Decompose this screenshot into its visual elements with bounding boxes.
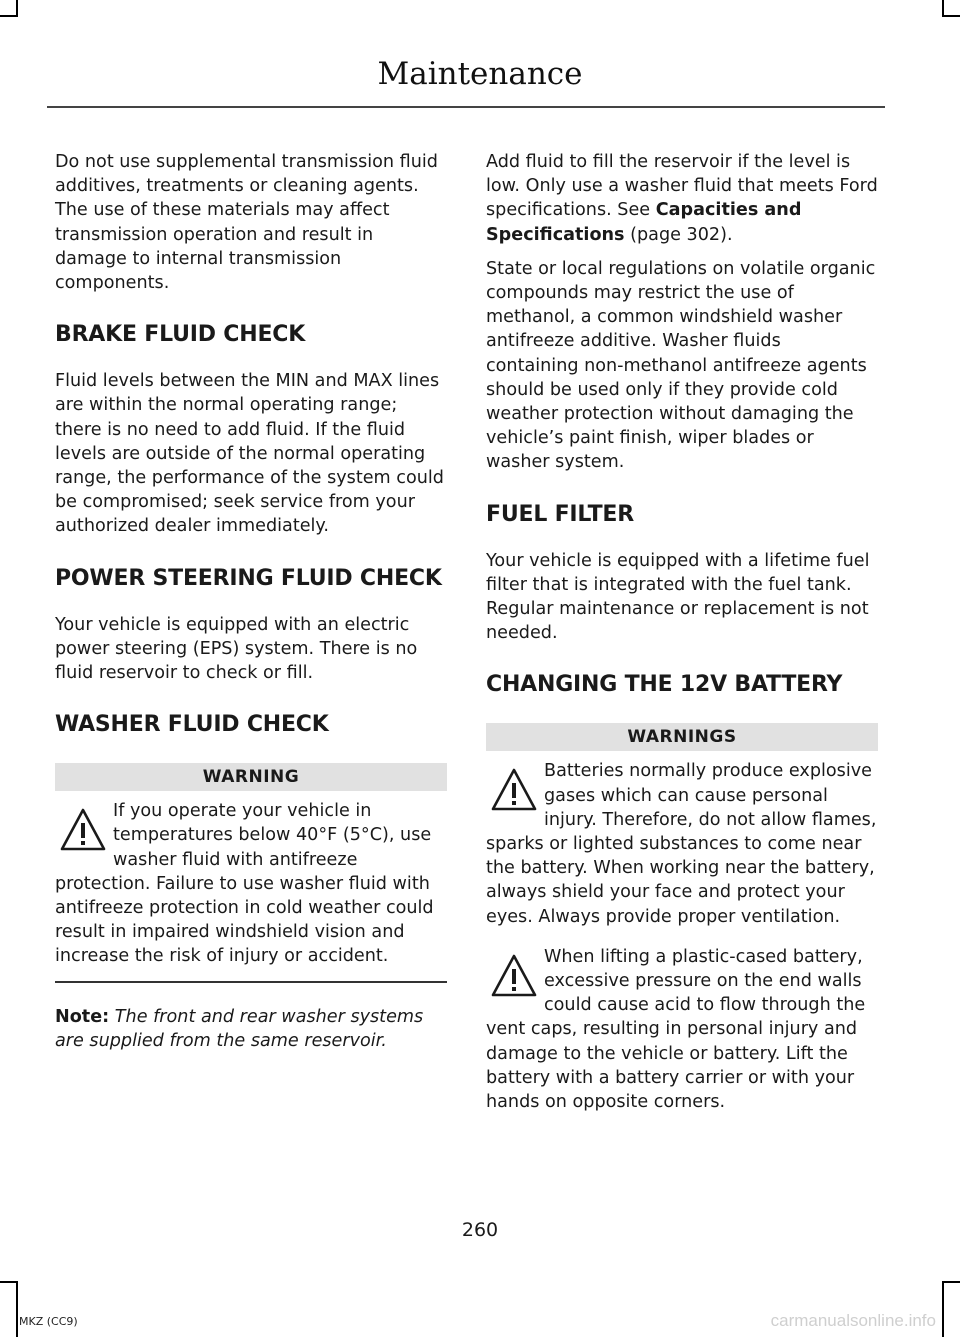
power-steering-paragraph: Your vehicle is equipped with an electric power steering (EPS) system. There is no fluid reservoir to check or fill. [55,614,418,684]
washer-warning-text: If you operate your vehicle in temperatures below 40°F (5°C), use washer fluid with antifreeze protection. Failure to use washer fluid with antifreeze protection in cold weather could result in impaired windshield vision and increase the risk of injury or accident. [55,801,434,967]
vehicle-model: MKZ (CC9) [19,1315,78,1328]
crop-mark [942,0,944,17]
add-fluid-text: Add fluid to fill the reservoir if the level is low. Only use a washer fluid that meets Ford specifications. See [486,152,878,221]
crop-mark [16,0,18,17]
left-column [55,150,447,1053]
add-fluid-paragraph [486,150,878,247]
right-column [486,150,878,1124]
battery-warning-1 [486,759,878,928]
transmission-intro-paragraph: Do not use supplemental transmission fluid additives, treatments or cleaning agents. The use of these materials may affect transmission operation and result in damage to internal transmission components. [55,152,438,294]
battery-warning-2 [486,945,878,1114]
watermark: carmanualsonline.info [770,1311,936,1330]
crop-mark [16,1281,18,1337]
note-label: Note: [55,1006,110,1027]
crop-mark [942,1281,944,1337]
page-number: 260 [461,1219,499,1241]
header-divider [47,106,885,108]
capacities-specifications-link[interactable]: Capacities and Specifications [486,200,802,245]
warning-triangle-icon [490,767,538,813]
power-steering-heading: POWER STEERING FLUID CHECK [55,565,442,591]
warning-divider [55,981,447,983]
battery-warning-2-text: When lifting a plastic-cased battery, excessive pressure on the end walls could cause acid to flow through the vent caps, resulting in personal injury and damage to the vehicle or battery. Lift the battery with a battery carrier or with your hands on opposite corners. [486,946,866,1113]
page-title: Maintenance [377,56,583,92]
add-fluid-page-ref: (page 302). [630,224,733,245]
washer-note [55,1005,447,1053]
warning-triangle-icon [59,807,107,853]
brake-fluid-paragraph: Fluid levels between the MIN and MAX lines are within the normal operating range; there is no need to add fluid. If the fluid levels are outside of the normal operating range, the performance of the system could be compromised; seek service from your authorized dealer immediately. [55,371,444,537]
battery-heading: CHANGING THE 12V BATTERY [486,672,843,698]
washer-warning [55,799,447,968]
warnings-header: WARNINGS [486,723,878,751]
crop-mark [942,15,960,17]
warning-header: WARNING [55,763,447,791]
brake-fluid-heading: BRAKE FLUID CHECK [55,322,306,348]
fuel-filter-heading: FUEL FILTER [486,501,634,527]
washer-fluid-heading: WASHER FLUID CHECK [55,712,329,738]
crop-mark [942,1281,960,1283]
warning-triangle-icon [490,953,538,999]
regulations-paragraph: State or local regulations on volatile organic compounds may restrict the use of methanol, a common windshield washer antifreeze additive. Washer fluids containing non-methanol antifreeze agents should be used only if they provide cold weather protection without damaging the vehicle’s paint finish, wiper blades or washer system. [486,258,876,473]
battery-warning-1-text: Batteries normally produce explosive gases which can cause personal injury. Therefore, do not allow flames, sparks or lighted substances to come near the battery. When working near the battery, always shield your face and protect your eyes. Always provide proper ventilation. [486,761,877,927]
note-text: The front and rear washer systems are supplied from the same reservoir. [55,1006,424,1051]
fuel-filter-paragraph: Your vehicle is equipped with a lifetime fuel filter that is integrated with the fuel tank. Regular maintenance or replacement is not needed. [486,550,870,644]
